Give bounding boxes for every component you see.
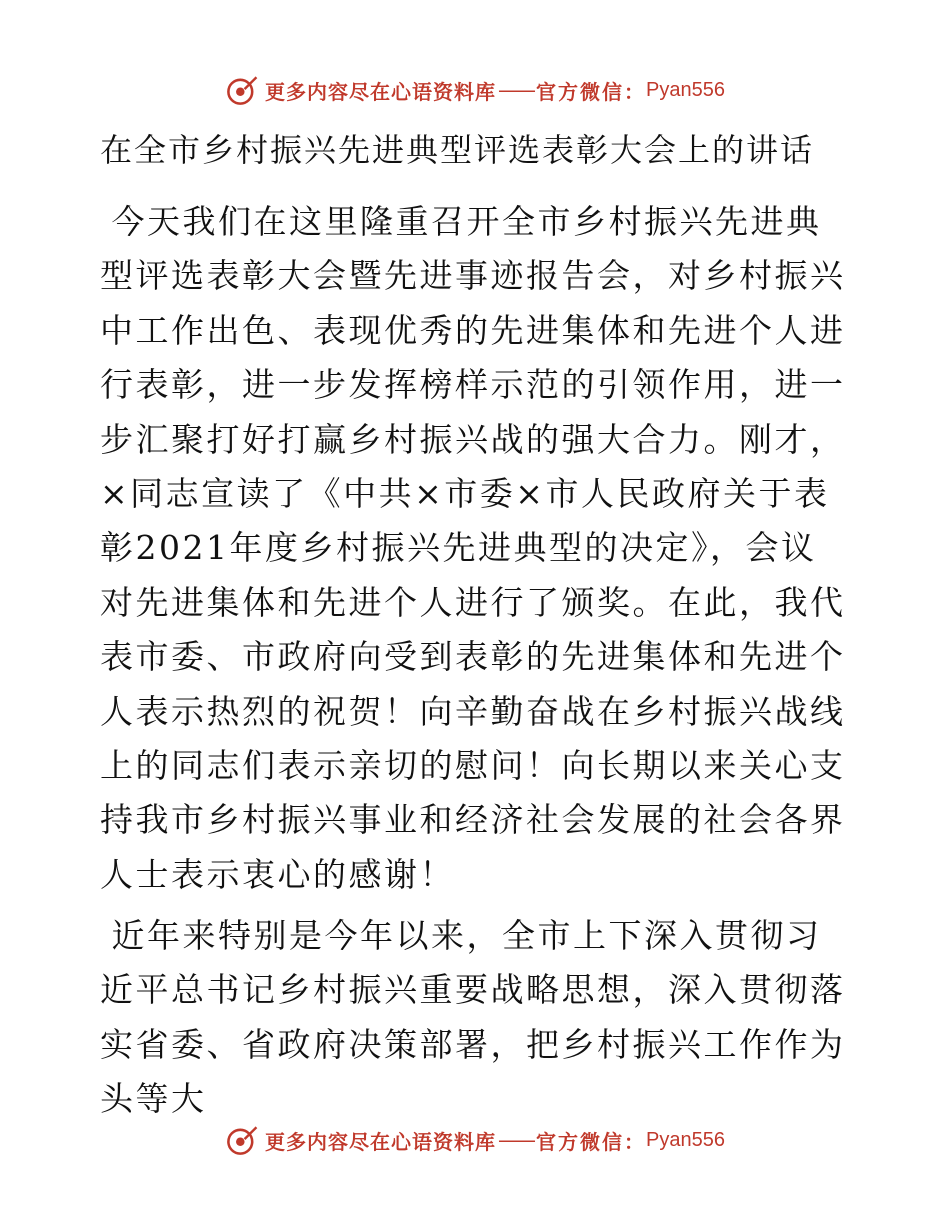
wechat-id: Pyan556	[646, 78, 725, 101]
pen-logo-icon	[225, 73, 259, 107]
banner-separator: ——	[498, 1128, 535, 1152]
footer-banner	[0, 1120, 950, 1160]
wechat-label: 官方微信：	[536, 1129, 647, 1154]
paragraph-1: 今天我们在这里隆重召开全市乡村振兴先进典型评选表彰大会暨先进事迹报告会，对乡村振兴中工作出色、表现优秀的先进集体和先进个人进行表彰，进一步发挥榜样示范的引领作用，进一步汇聚打好打赢乡村振兴战的强大合力。刚才，×同志宣读了《中共×市委×市人民政府关于表彰2021年度乡村振兴先进典型的决定》，会议对先进集体和先进个人进行了颁奖。在此，我代表市委、市政府向受到表彰的先进集体和先进个人表示热烈的祝贺！向辛勤奋战在乡村振兴战线上的同志们表示亲切的慰问！向长期以来关心支持我市乡村振兴事业和经济社会发展的社会各界人士表示衷心的感谢！	[100, 202, 846, 894]
paragraph-2: 近年来特别是今年以来，全市上下深入贯彻习近平总书记乡村振兴重要战略思想，深入贯彻落实省委、省政府决策部署，把乡村振兴工作作为头等大	[100, 916, 846, 1119]
wechat-id: Pyan556	[646, 1128, 725, 1151]
banner-separator: ——	[498, 78, 535, 102]
pen-logo-icon	[225, 1123, 259, 1157]
wechat-label: 官方微信：	[536, 79, 647, 104]
promo-text: 更多内容尽在心语资料库	[265, 79, 497, 104]
document-title: 在全市乡村振兴先进典型评选表彰大会上的讲话	[100, 131, 815, 169]
header-banner	[0, 70, 950, 110]
promo-text: 更多内容尽在心语资料库	[265, 1129, 497, 1154]
